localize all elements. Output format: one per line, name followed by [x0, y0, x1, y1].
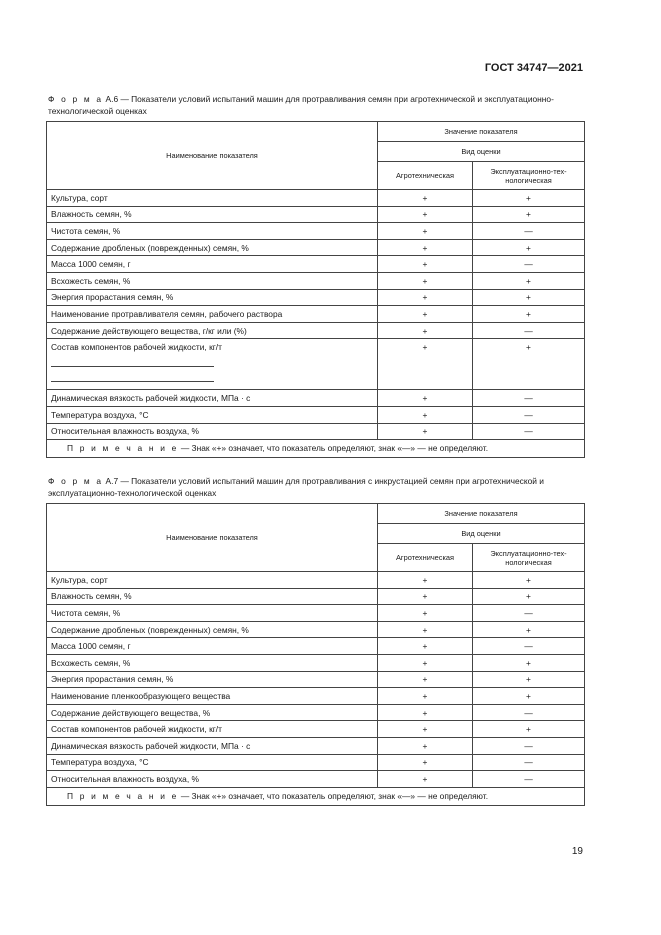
- standard-number: ГОСТ 34747—2021: [484, 62, 583, 74]
- indicator-name: Содержание дробленых (поврежденных) семян, %: [47, 621, 378, 638]
- table-row: [47, 406, 585, 423]
- table-row: [47, 190, 585, 207]
- form-a7-note-label: П р и м е ч а н и е: [67, 790, 179, 801]
- form-a7-caption-prefix: Ф о р м а: [48, 476, 104, 486]
- table-row: [47, 206, 585, 223]
- page-number: 19: [571, 846, 583, 857]
- form-a6-expl-header: Эксплуатационно-тех-нологическая: [473, 162, 585, 190]
- form-a6-agro-header: Агротехническая: [378, 162, 473, 190]
- indicator-name: Влажность семян, %: [47, 206, 378, 223]
- table-row: [47, 737, 585, 754]
- indicator-name: Наименование протравливателя семян, рабочего раствора: [47, 306, 378, 323]
- table-row: [47, 721, 585, 738]
- expl-value: +: [473, 671, 585, 688]
- indicator-name: Температура воздуха, °С: [47, 406, 378, 423]
- agro-value: +: [378, 688, 473, 705]
- expl-value: +: [473, 654, 585, 671]
- indicator-name: Культура, сорт: [47, 572, 378, 589]
- table-row: [47, 754, 585, 771]
- agro-value: +: [378, 771, 473, 788]
- expl-value: +: [473, 588, 585, 605]
- table-row: [47, 239, 585, 256]
- expl-value: +: [473, 572, 585, 589]
- form-a7-caption-text: А.7 — Показатели условий испытаний машин для протравливания с инкрустацией семян при агротехнической и эксплуатационно-технологической оценках: [48, 476, 544, 498]
- expl-value: —: [473, 406, 585, 423]
- indicator-name: Относительная влажность воздуха, %: [47, 423, 378, 440]
- expl-value: +: [473, 272, 585, 289]
- indicator-name: Чистота семян, %: [47, 605, 378, 622]
- agro-value: +: [378, 390, 473, 407]
- form-a7-caption: [48, 475, 584, 499]
- agro-value: +: [378, 272, 473, 289]
- table-row: [47, 390, 585, 407]
- indicator-name: Масса 1000 семян, г: [47, 638, 378, 655]
- agro-value: +: [378, 754, 473, 771]
- form-a7-agro-header: Агротехническая: [378, 544, 473, 572]
- form-a6-table: [46, 121, 585, 458]
- agro-value: +: [378, 256, 473, 273]
- indicator-name: Наименование пленкообразующего вещества: [47, 688, 378, 705]
- agro-value: +: [378, 572, 473, 589]
- expl-value: —: [473, 737, 585, 754]
- form-a7-name-header: Наименование показателя: [47, 504, 378, 572]
- expl-value: —: [473, 223, 585, 240]
- form-a7-note-text: — Знак «+» означает, что показатель определяют, знак «—» — не определяют.: [180, 790, 489, 801]
- form-a6-note-text: — Знак «+» означает, что показатель определяют, знак «—» — не определяют.: [180, 443, 489, 454]
- expl-value: +: [473, 688, 585, 705]
- indicator-name: Масса 1000 семян, г: [47, 256, 378, 273]
- indicator-name: Энергия прорастания семян, %: [47, 289, 378, 306]
- table-row: [47, 638, 585, 655]
- indicator-name: Содержание действующего вещества, %: [47, 704, 378, 721]
- agro-value: +: [378, 704, 473, 721]
- indicator-name: Относительная влажность воздуха, %: [47, 771, 378, 788]
- agro-value: +: [378, 721, 473, 738]
- indicator-name: Состав компонентов рабочей жидкости, кг/т: [47, 721, 378, 738]
- table-row: [47, 688, 585, 705]
- form-a6-caption: [48, 93, 584, 117]
- form-a7-expl-header: Эксплуатационно-тех-нологическая: [473, 544, 585, 572]
- expl-value: —: [473, 754, 585, 771]
- expl-value: —: [473, 771, 585, 788]
- expl-value: +: [473, 190, 585, 207]
- form-a6-kind-header: Вид оценки: [378, 142, 585, 162]
- indicator-name: Культура, сорт: [47, 190, 378, 207]
- table-row: [47, 223, 585, 240]
- form-a6-name-header: Наименование показателя: [47, 122, 378, 190]
- expl-value: +: [473, 206, 585, 223]
- agro-value: +: [378, 654, 473, 671]
- indicator-name: [47, 339, 378, 390]
- expl-value: +: [473, 289, 585, 306]
- indicator-name: Содержание действующего вещества, г/кг или (%): [47, 322, 378, 339]
- blank-line: [51, 367, 214, 382]
- indicator-name: Влажность семян, %: [47, 588, 378, 605]
- indicator-name: Температура воздуха, °С: [47, 754, 378, 771]
- agro-value: +: [378, 423, 473, 440]
- table-row: [47, 289, 585, 306]
- expl-value: —: [473, 423, 585, 440]
- expl-value: —: [473, 390, 585, 407]
- agro-value: +: [378, 605, 473, 622]
- expl-value: —: [473, 704, 585, 721]
- table-row: [47, 423, 585, 440]
- indicator-name: Всхожесть семян, %: [47, 654, 378, 671]
- table-row: [47, 306, 585, 323]
- expl-value: +: [473, 721, 585, 738]
- table-row: [47, 605, 585, 622]
- agro-value: +: [378, 638, 473, 655]
- agro-value: +: [378, 190, 473, 207]
- expl-value: +: [473, 239, 585, 256]
- agro-value: +: [378, 339, 473, 390]
- table-row: [47, 654, 585, 671]
- expl-value: —: [473, 322, 585, 339]
- table-row: [47, 621, 585, 638]
- indicator-name: Динамическая вязкость рабочей жидкости, МПа · с: [47, 390, 378, 407]
- form-a7-note: [47, 787, 585, 805]
- table-row: [47, 671, 585, 688]
- agro-value: +: [378, 206, 473, 223]
- agro-value: +: [378, 322, 473, 339]
- table-row: [47, 704, 585, 721]
- expl-value: +: [473, 339, 585, 390]
- expl-value: —: [473, 638, 585, 655]
- form-a7-kind-header: Вид оценки: [378, 524, 585, 544]
- table-row: [47, 256, 585, 273]
- agro-value: +: [378, 671, 473, 688]
- form-a6-value-header: Значение показателя: [378, 122, 585, 142]
- indicator-name: Динамическая вязкость рабочей жидкости, МПа · с: [47, 737, 378, 754]
- indicator-label: Состав компонентов рабочей жидкости, кг/т: [51, 342, 222, 353]
- agro-value: +: [378, 406, 473, 423]
- blank-line: [51, 352, 214, 367]
- table-row: [47, 272, 585, 289]
- agro-value: +: [378, 621, 473, 638]
- form-a6-caption-prefix: Ф о р м а: [48, 94, 104, 104]
- form-a6-caption-text: А.6 — Показатели условий испытаний машин для протравливания семян при агротехнической и эксплуатационно-технологической оценках: [48, 94, 554, 116]
- table-row: [47, 322, 585, 339]
- indicator-name: Энергия прорастания семян, %: [47, 671, 378, 688]
- expl-value: +: [473, 306, 585, 323]
- indicator-name: Чистота семян, %: [47, 223, 378, 240]
- table-row: [47, 572, 585, 589]
- form-a6-note-label: П р и м е ч а н и е: [67, 443, 179, 454]
- table-row: [47, 339, 585, 390]
- agro-value: +: [378, 737, 473, 754]
- agro-value: +: [378, 223, 473, 240]
- indicator-name: Всхожесть семян, %: [47, 272, 378, 289]
- agro-value: +: [378, 289, 473, 306]
- expl-value: +: [473, 621, 585, 638]
- agro-value: +: [378, 306, 473, 323]
- table-row: [47, 588, 585, 605]
- form-a7-table: [46, 503, 585, 806]
- indicator-name: Содержание дробленых (поврежденных) семян, %: [47, 239, 378, 256]
- form-a7-value-header: Значение показателя: [378, 504, 585, 524]
- expl-value: —: [473, 605, 585, 622]
- agro-value: +: [378, 588, 473, 605]
- table-row: [47, 771, 585, 788]
- agro-value: +: [378, 239, 473, 256]
- expl-value: —: [473, 256, 585, 273]
- form-a6-note: [47, 440, 585, 458]
